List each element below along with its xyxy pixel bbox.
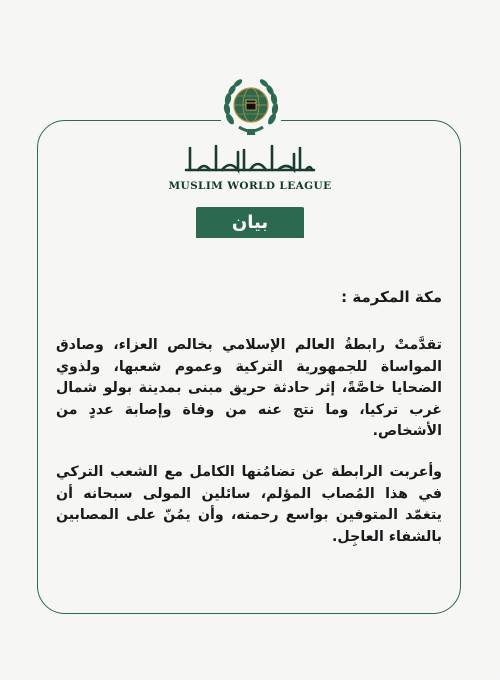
- mwl-emblem-icon: [221, 75, 281, 141]
- statement-paragraph-condolence: تقدَّمتْ رابطةُ العالم الإسلامي بخالص العزاء، وصادق المواساة للجمهورية التركية وعموم شعبها، ولذوي الضحايا خاصَّةً، إثر حادثة حريق مبنى بمدينة بولو شمال غرب تركيا، وما نتج عنه من وفاة وإصابة عددٍ من الأشخاص.: [56, 337, 442, 440]
- mwl-english-name: MUSLIM WORLD LEAGUE: [168, 180, 332, 192]
- statement-location: مكة المكرمة :: [341, 288, 442, 306]
- statement-paragraph-solidarity: وأعربت الرابطة عن تضامُنها الكامل مع الشعب التركي في هذا المُصاب المؤلم، سائلين المولى سبحانه أن يتغمّد المتوفين بواسع رحمته، وأن يمُنّ على المصابين بالشفاء العاجِل.: [56, 464, 442, 545]
- statement-badge: بيان: [196, 207, 304, 238]
- mwl-arabic-logotype-icon: [180, 140, 320, 178]
